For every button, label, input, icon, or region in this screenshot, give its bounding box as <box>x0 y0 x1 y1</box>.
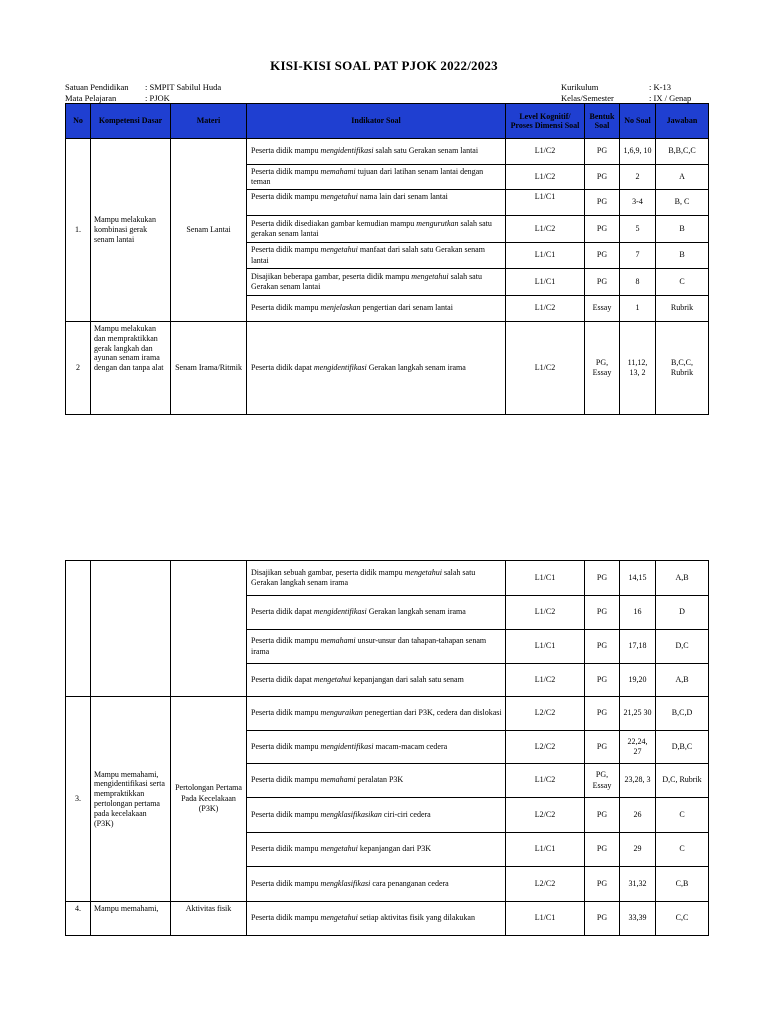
level-kognitif: L1/C2 <box>506 764 585 798</box>
indikator-soal: Peserta didik mampu mengklasifikasi cara penanganan cedera <box>247 867 506 902</box>
bentuk-soal: PG, Essay <box>585 322 620 415</box>
table-row <box>66 902 709 936</box>
level-kognitif: L1/C2 <box>506 296 585 322</box>
jawaban: B <box>656 243 709 269</box>
info-mapel-value: : PJOK <box>145 93 170 103</box>
header-jawaban: Jawaban <box>656 104 709 139</box>
jawaban: Rubrik <box>656 296 709 322</box>
indikator-soal: Disajikan sebuah gambar, peserta didik mampu mengetahui salah satu Gerakan langkah senam irama <box>247 561 506 596</box>
jawaban: C <box>656 798 709 833</box>
bentuk-soal: PG <box>585 561 620 596</box>
jawaban: D <box>656 596 709 630</box>
info-kurikulum <box>561 82 671 93</box>
bentuk-soal: PG <box>585 833 620 867</box>
nomor-soal: 1 <box>620 296 656 322</box>
level-kognitif: L1/C1 <box>506 630 585 664</box>
bentuk-soal: PG <box>585 243 620 269</box>
level-kognitif: L2/C2 <box>506 731 585 764</box>
nomor-soal: 7 <box>620 243 656 269</box>
indikator-soal: Peserta didik disediakan gambar kemudian mampu mengurutkan salah satu gerakan senam lantai <box>247 216 506 243</box>
row-number: 2 <box>66 322 91 415</box>
info-satuan-value: : SMPIT Sabilul Huda <box>145 82 222 92</box>
bentuk-soal: PG <box>585 269 620 296</box>
kompetensi-dasar: Mampu memahami, <box>91 902 171 936</box>
nomor-soal: 22,24, 27 <box>620 731 656 764</box>
nomor-soal: 16 <box>620 596 656 630</box>
nomor-soal: 29 <box>620 833 656 867</box>
nomor-soal: 3-4 <box>620 190 656 216</box>
bentuk-soal: PG <box>585 630 620 664</box>
jawaban: B, C <box>656 190 709 216</box>
jawaban: A <box>656 165 709 190</box>
kompetensi-dasar: Mampu melakukan kombinasi gerak senam lantai <box>91 139 171 322</box>
kisi-kisi-table-page1 <box>65 103 709 415</box>
indikator-soal: Peserta didik dapat mengidentifikasi Gerakan langkah senam irama <box>247 596 506 630</box>
nomor-soal: 23,28, 3 <box>620 764 656 798</box>
jawaban: A,B <box>656 664 709 697</box>
bentuk-soal: PG <box>585 902 620 936</box>
level-kognitif: L2/C2 <box>506 867 585 902</box>
bentuk-soal: PG <box>585 216 620 243</box>
row-number: 3. <box>66 697 91 902</box>
bentuk-soal: PG <box>585 596 620 630</box>
level-kognitif: L2/C2 <box>506 798 585 833</box>
info-satuan <box>65 82 221 93</box>
level-kognitif: L1/C2 <box>506 322 585 415</box>
level-kognitif: L1/C2 <box>506 216 585 243</box>
info-satuan-label: Satuan Pendidikan <box>65 82 129 92</box>
indikator-soal: Peserta didik mampu mengetahui setiap aktivitas fisik yang dilakukan <box>247 902 506 936</box>
row-number-empty <box>66 561 91 697</box>
jawaban: A,B <box>656 561 709 596</box>
nomor-soal: 11,12, 13, 2 <box>620 322 656 415</box>
bentuk-soal: PG, Essay <box>585 764 620 798</box>
materi: Pertolongan Pertama Pada Kecelakaan (P3K) <box>171 697 247 902</box>
bentuk-soal: PG <box>585 697 620 731</box>
kompetensi-dasar: Mampu melakukan dan mempraktikkan gerak langkah dan ayunan senam irama dengan dan tanpa alat <box>91 322 171 415</box>
row-number: 4. <box>66 902 91 936</box>
indikator-soal: Disajikan beberapa gambar, peserta didik mampu mengetahui salah satu Gerakan senam lantai <box>247 269 506 296</box>
nomor-soal: 5 <box>620 216 656 243</box>
level-kognitif: L1/C2 <box>506 165 585 190</box>
indikator-soal: Peserta didik dapat mengidentifikasi Gerakan langkah senam irama <box>247 322 506 415</box>
header-no: No <box>66 104 91 139</box>
nomor-soal: 8 <box>620 269 656 296</box>
indikator-soal: Peserta didik mampu memahami peralatan P3K <box>247 764 506 798</box>
jawaban: B,C,C, Rubrik <box>656 322 709 415</box>
table-row <box>66 561 709 596</box>
nomor-soal: 31,32 <box>620 867 656 902</box>
jawaban: D,B,C <box>656 731 709 764</box>
jawaban: B <box>656 216 709 243</box>
jawaban: C,C <box>656 902 709 936</box>
indikator-soal: Peserta didik dapat mengetahui kepanjangan dari salah satu senam <box>247 664 506 697</box>
materi-empty <box>171 561 247 697</box>
jawaban: B,B,C,C <box>656 139 709 165</box>
materi: Senam Lantai <box>171 139 247 322</box>
level-kognitif: L2/C2 <box>506 697 585 731</box>
level-kognitif: L1/C1 <box>506 902 585 936</box>
materi: Aktivitas fisik <box>171 902 247 936</box>
bentuk-soal: PG <box>585 165 620 190</box>
jawaban: D,C, Rubrik <box>656 764 709 798</box>
nomor-soal: 21,25 30 <box>620 697 656 731</box>
materi: Senam Irama/Ritmik <box>171 322 247 415</box>
header-row <box>66 104 709 139</box>
indikator-soal: Peserta didik mampu mengidentifikasi salah satu Gerakan senam lantai <box>247 139 506 165</box>
info-kelas-value: : IX / Genap <box>649 93 692 103</box>
table-row <box>66 322 709 415</box>
level-kognitif: L1/C2 <box>506 664 585 697</box>
nomor-soal: 14,15 <box>620 561 656 596</box>
level-kognitif: L1/C1 <box>506 190 585 216</box>
document-title: KISI-KISI SOAL PAT PJOK 2022/2023 <box>270 58 498 73</box>
indikator-soal: Peserta didik mampu memahami tujuan dari latihan senam lantai dengan teman <box>247 165 506 190</box>
header-nosoal: No Soal <box>620 104 656 139</box>
info-kelas-label: Kelas/Semester <box>561 93 614 103</box>
level-kognitif: L1/C1 <box>506 561 585 596</box>
nomor-soal: 17,18 <box>620 630 656 664</box>
nomor-soal: 2 <box>620 165 656 190</box>
level-kognitif: L1/C1 <box>506 243 585 269</box>
indikator-soal: Peserta didik mampu menguraikan penegertian dari P3K, cedera dan dislokasi <box>247 697 506 731</box>
level-kognitif: L1/C2 <box>506 596 585 630</box>
indikator-soal: Peserta didik mampu memahami unsur-unsur dan tahapan-tahapan senam irama <box>247 630 506 664</box>
level-kognitif: L1/C1 <box>506 269 585 296</box>
level-kognitif: L1/C1 <box>506 833 585 867</box>
header-indikator: Indikator Soal <box>247 104 506 139</box>
indikator-soal: Peserta didik mampu mengetahui kepanjangan dari P3K <box>247 833 506 867</box>
header-kd: Kompetensi Dasar <box>91 104 171 139</box>
jawaban: C <box>656 269 709 296</box>
table-row <box>66 139 709 165</box>
indikator-soal: Peserta didik mampu menjelaskan pengertian dari senam lantai <box>247 296 506 322</box>
bentuk-soal: PG <box>585 798 620 833</box>
jawaban: B,C,D <box>656 697 709 731</box>
bentuk-soal: PG <box>585 139 620 165</box>
jawaban: C <box>656 833 709 867</box>
bentuk-soal: PG <box>585 190 620 216</box>
indikator-soal: Peserta didik mampu mengetahui manfaat dari salah satu Gerakan senam lantai <box>247 243 506 269</box>
indikator-soal: Peserta didik mampu mengetahui nama lain dari senam lantai <box>247 190 506 216</box>
bentuk-soal: PG <box>585 731 620 764</box>
kompetensi-dasar: Mampu memahami, mengidentifikasi serta mempraktikkan pertolongan pertama pada kecelakaan (P3K) <box>91 697 171 902</box>
info-kurikulum-label: Kurikulum <box>561 82 599 92</box>
indikator-soal: Peserta didik mampu mengklasifikasikan ciri-ciri cedera <box>247 798 506 833</box>
kompetensi-dasar-empty <box>91 561 171 697</box>
level-kognitif: L1/C2 <box>506 139 585 165</box>
header-materi: Materi <box>171 104 247 139</box>
row-number: 1. <box>66 139 91 322</box>
bentuk-soal: Essay <box>585 296 620 322</box>
nomor-soal: 1,6,9, 10 <box>620 139 656 165</box>
info-kurikulum-value: : K-13 <box>649 82 671 92</box>
header-level: Level Kognitif/ Proses Dimensi Soal <box>506 104 585 139</box>
indikator-soal: Peserta didik mampu mengidentifikasi macam-macam cedera <box>247 731 506 764</box>
nomor-soal: 19,20 <box>620 664 656 697</box>
info-mapel-label: Mata Pelajaran <box>65 93 117 103</box>
bentuk-soal: PG <box>585 867 620 902</box>
kisi-kisi-table-page2 <box>65 560 709 936</box>
nomor-soal: 26 <box>620 798 656 833</box>
bentuk-soal: PG <box>585 664 620 697</box>
header-bentuk: Bentuk Soal <box>585 104 620 139</box>
jawaban: C,B <box>656 867 709 902</box>
nomor-soal: 33,39 <box>620 902 656 936</box>
table-row <box>66 697 709 731</box>
jawaban: D,C <box>656 630 709 664</box>
